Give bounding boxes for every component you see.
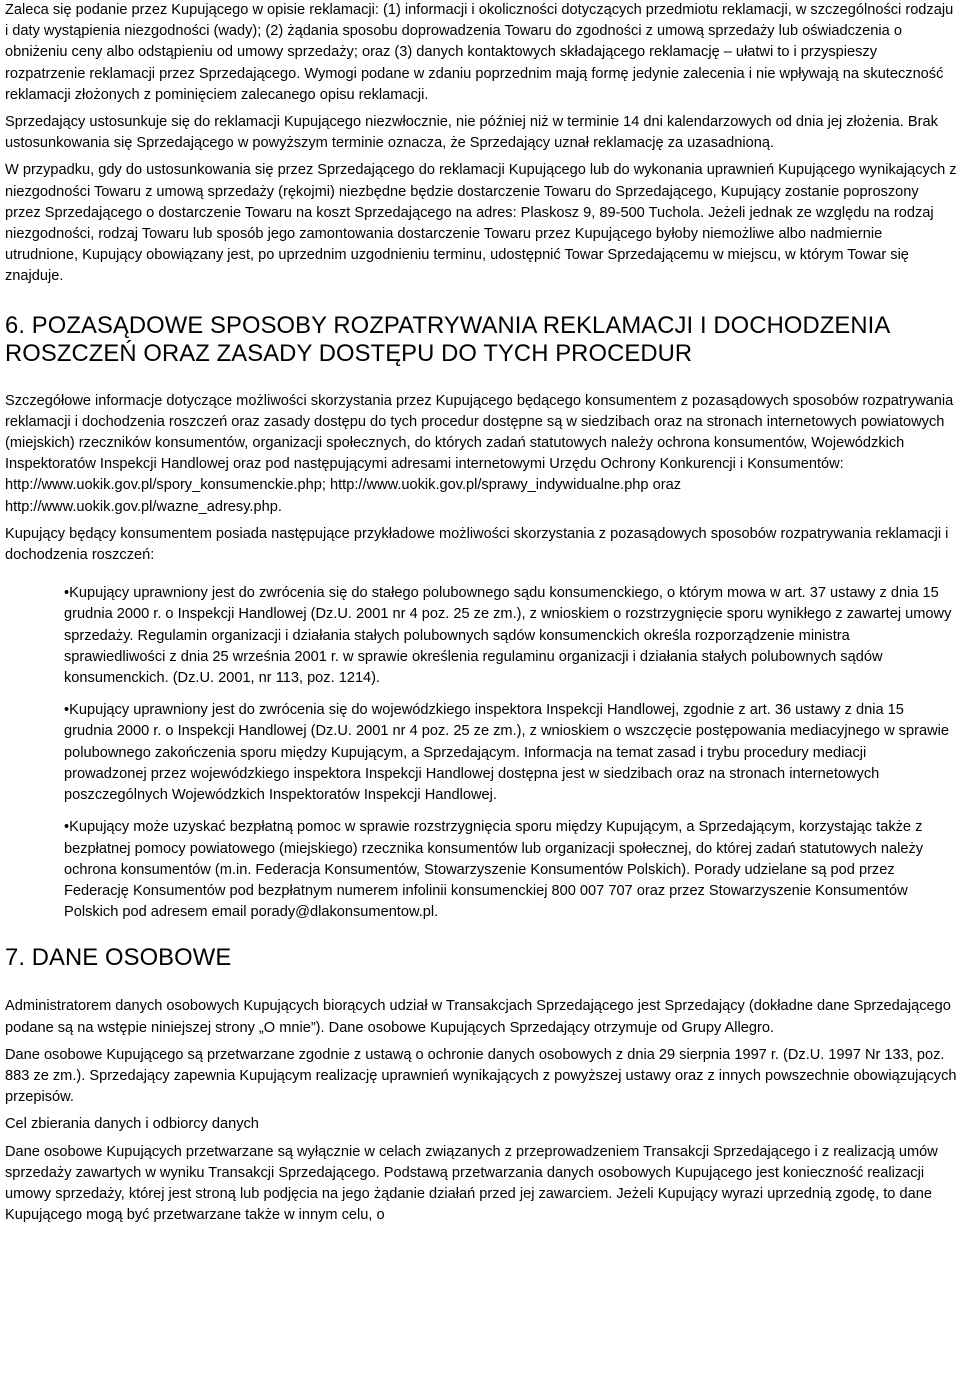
bullet-icon: • xyxy=(64,819,70,836)
list-item-text: Kupujący uprawniony jest do zwrócenia się do stałego polubownego sądu konsumenckiego, o którym mowa w art. 37 ustawy z dnia 15 grudnia 2000 r. o Inspekcji Handlowej (Dz.U. 2001 nr 4 poz. 25 ze zm.), z wnioskiem o rozstrzygnięcie sporu wynikłego z zawartej umowy sprzedaży. Regulamin organizacji i działania stałych polubownych sądów konsumenckich określa rozporządzenie ministra sprawiedliwości z dnia 25 września 2001 r. w sprawie określenia regulaminu organizacji i działania stałych polubownych sądów konsumenckich. (Dz.U. 2001, nr 113, poz. 1214). xyxy=(64,585,952,687)
paragraph-purpose-details: Dane osobowe Kupujących przetwarzane są wyłącznie w celach związanych z przeprowadzeniem Transakcji Sprzedającego i z realizacją umów sprzedaży zawartych w wyniku Transakcji Sprzedającego. Podstawą przetwarzania danych osobowych Kupującego jest konieczność realizacji umowy sprzedaży, której jest stroną lub podjęcia na jego żądanie działań przed jej zawarciem. Jeżeli Kupujący wyrazi uprzednią zgodę, to dane Kupującego mogą być przetwarzane także w innym celu, o xyxy=(5,1143,938,1224)
list-item-text: Kupujący może uzyskać bezpłatną pomoc w sprawie rozstrzygnięcia sporu między Kupującym, a Sprzedającym, korzystając także z bezpłatnej pomocy powiatowego (miejskiego) rzecznika konsumentów lub organizacji społecznej, do której zadań statutowych należy ochrona konsumentów (m.in. Federacja Konsumentów, Stowarzyszenie Konsumentów Polskich). Porady udzielane są pod przez Federację Konsumentów pod bezpłatnym numerem infolinii konsumenckiej 800 007 707 oraz przez Stowarzyszenie Konsumentów Polskich pod adresem email porady@dlakonsumentow.pl. xyxy=(64,819,924,921)
paragraph-goods-delivery: W przypadku, gdy do ustosunkowania się przez Sprzedającego do reklamacji Kupującego lub do wykonania uprawnień Kupującego wynikających z niezgodności Towaru z umową sprzedaży (rękojmi) niezbędne będzie dostarczenie Towaru do Sprzedającego, Kupujący zostanie poproszony przez Sprzedającego o dostarczenie Towaru na koszt Sprzedającego na adres: Plaskosz 9, 89-500 Tuchola. Jeżeli jednak ze względu na rodzaj niezgodności, rodzaj Towaru lub sposób jego zamontowania dostarczenie Towaru przez Kupującego byłoby niemożliwe albo nadmiernie utrudnione, Kupujący obowiązany jest, po uprzednim uzgodnieniu terminu, udostępnić Towar Sprzedającemu w miejscu, w którym Towar się znajduje. xyxy=(5,162,957,285)
list-item xyxy=(64,700,953,806)
list-item xyxy=(64,817,953,923)
paragraph-complaint-response: Sprzedający ustosunkuje się do reklamacji Kupującego niezwłocznie, nie później niż w terminie 14 dni kalendarzowych od dnia jej złożenia. Brak ustosunkowania się Sprzedającego w powyższym terminie oznacza, że Sprzedający uznał reklamację za uzasadnioną. xyxy=(5,114,938,152)
paragraph-data-administrator: Administratorem danych osobowych Kupujących biorących udział w Transakcjach Sprzedającego jest Sprzedający (dokładne dane Sprzedającego podane są na wstępie niniejszej strony „O mnie”). Dane osobowe Kupujących Sprzedający otrzymuje od Grupy Allegro. xyxy=(5,998,951,1036)
list-item-text: Kupujący uprawniony jest do zwrócenia się do wojewódzkiego inspektora Inspekcji Handlowej, zgodnie z art. 36 ustawy z dnia 15 grudnia 2000 r. o Inspekcji Handlowej (Dz.U. 2001 nr 4 poz. 25 ze zm.), z wnioskiem o wszczęcie postępowania mediacyjnego w sprawie polubownego zakończenia sporu między Kupującym, a Sprzedającym. Informacja na temat zasad i trybu procedury mediacji prowadzonej przez wojewódzkiego inspektora Inspekcji Handlowej dostępna jest w siedzibach oraz na stronach internetowych poszczególnych Wojewódzkich Inspektoratów Inspekcji Handlowej. xyxy=(64,702,949,804)
paragraph-consumer-options: Kupujący będący konsumentem posiada następujące przykładowe możliwości skorzystania z pozasądowych sposobów rozpatrywania reklamacji i dochodzenia roszczeń: xyxy=(5,525,949,564)
paragraph-data-processing-law: Dane osobowe Kupującego są przetwarzane zgodnie z ustawą o ochronie danych osobowych z dnia 29 sierpnia 1997 r. (Dz.U. 1997 Nr 133, poz. 883 ze zm.). Sprzedający zapewnia Kupującym realizację uprawnień wynikających z powyższej ustawy oraz z innych powszechnie obowiązujących przepisów. xyxy=(5,1046,957,1106)
paragraph-purpose-heading: Cel zbierania danych i odbiorcy danych xyxy=(5,1116,259,1133)
document-page xyxy=(5,0,957,1226)
list-item xyxy=(64,583,953,689)
paragraph-out-of-court-info: Szczegółowe informacje dotyczące możliwości skorzystania przez Kupującego będącego konsumentem z pozasądowych sposobów rozpatrywania reklamacji i dochodzenia roszczeń oraz zasady dostępu do tych procedur dostępne są w siedzibach oraz na stronach internetowych powiatowych (miejskich) rzeczników konsumentów, organizacji społecznych, do których zadań statutowych należy ochrona konsumentów, Wojewódzkich Inspektoratów Inspekcji Handlowej oraz pod następującymi adresami internetowymi Urzędu Ochrony Konkurencji i Konsumentów: http://www.uokik.gov.pl/spory_konsumenckie.php; http://www.uokik.gov.pl/sprawy_indywidualne.php oraz http://www.uokik.gov.pl/wazne_adresy.php. xyxy=(5,392,954,515)
paragraph-complaint-description: Zaleca się podanie przez Kupującego w opisie reklamacji: (1) informacji i okoliczności dotyczących przedmiotu reklamacji, w szczególności rodzaju i daty wystąpienia niezgodności (wady); (2) żądania sposobu doprowadzenia Towaru do zgodności z umową sprzedaży lub oświadczenia o obniżeniu ceny albo odstąpieniu od umowy sprzedaży; oraz (3) danych kontaktowych składającego reklamację – ułatwi to i przyspieszy rozpatrzenie reklamacji przez Sprzedającego. Wymogi podane w zdaniu poprzednim mają formę jedynie zalecenia i nie wpływają na skuteczność reklamacji złożonych z pominięciem zalecanego opisu reklamacji. xyxy=(5,2,954,103)
bullet-icon: • xyxy=(64,585,70,602)
section-heading-7: 7. DANE OSOBOWE xyxy=(5,944,232,972)
consumer-options-list xyxy=(5,583,957,923)
bullet-icon: • xyxy=(64,702,70,719)
section-heading-6: 6. POZASĄDOWE SPOSOBY ROZPATRYWANIA REKLAMACJI I DOCHODZENIA ROSZCZEŃ ORAZ ZASADY DOSTĘPU DO TYCH PROCEDUR xyxy=(5,311,890,367)
